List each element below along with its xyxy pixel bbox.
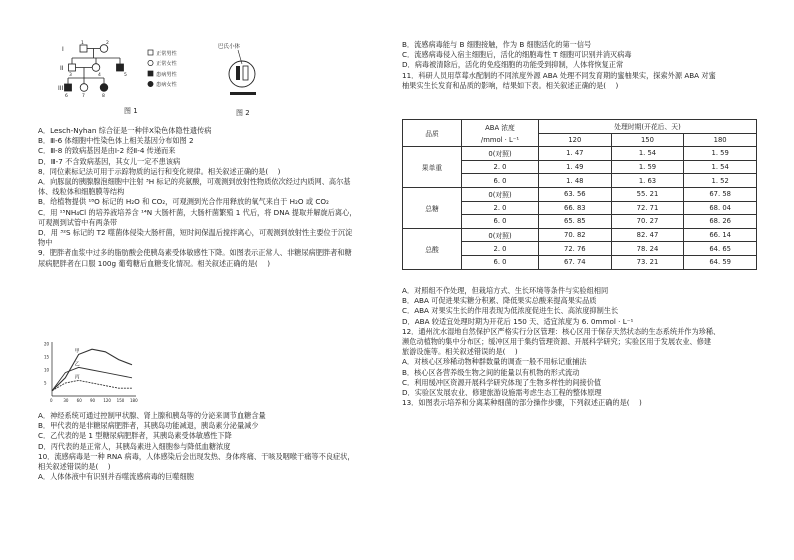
pedigree-num: 3	[69, 73, 72, 78]
table-cell: 66. 83	[539, 201, 612, 215]
question-text-line: A．人体体液中有识别并吞噬流感病毒的巨噬细胞	[38, 472, 194, 482]
table-row	[403, 228, 757, 242]
y-tick-label: 10	[44, 367, 50, 373]
table-cell: 64. 65	[684, 242, 757, 256]
table-header-quality: 品质	[403, 120, 462, 147]
question-text-line: D．丙代表的是正常人，其胰岛素进入细胞参与降低血糖浓度	[38, 441, 231, 451]
question-text-line: A．对照组不作处理，但栽培方式、生长环境等条件与实验组相同	[402, 286, 609, 295]
table-cell: 1. 54	[684, 160, 757, 174]
question-text-line: A．向豚鼠的胰腺腺泡细胞中注射 ³H 标记的亮氨酸，可观测到放射性物质依次经过内质网、高尔基	[38, 177, 351, 187]
question-text-line: D．用 ³²S 标记的 T2 噬菌体侵染大肠杆菌，短时间保温后搅拌离心，可观测到放射性主要位于沉淀	[38, 228, 353, 238]
table-body	[403, 147, 757, 269]
question-text-line: B．给植物提供 ¹⁸O 标记的 H₂O 和 CO₂，可观测到光合作用释放的氧气来自于 H₂O 或 CO₂	[38, 197, 329, 207]
question-text-line: D．ABA 较适宜处理时期为开花后 150 天、适宜浓度为 6. 0mmol · L⁻¹	[402, 316, 634, 326]
table-cell: 72. 71	[611, 201, 684, 215]
aba-table-wrap	[402, 117, 757, 272]
question-text-line: 物中	[38, 238, 53, 248]
table-cell: 1. 59	[684, 147, 757, 161]
table-cell: 1. 54	[611, 147, 684, 161]
table-concentration: 2. 0	[462, 160, 539, 174]
pedigree-num: 7	[82, 94, 85, 99]
x-tick-label: 150	[116, 398, 125, 403]
x-tick-label: 90	[90, 398, 96, 403]
x-tick-label: 180	[130, 398, 138, 403]
question-text-line: A．Lesch-Nyhan 综合征是一种伴X染色体隐性遗传病	[38, 126, 212, 135]
pedigree-num: 8	[102, 94, 105, 99]
question-text-line: C．ABA 对果实生长的作用表现为低浓度促进生长、高浓度抑制生长	[402, 306, 619, 316]
table-cell: 68. 26	[684, 215, 757, 229]
aba-table	[402, 119, 757, 270]
table-cell: 1. 47	[539, 147, 612, 161]
question-text-line: 柚果实生长发育和品质的影响，结果如下表。相关叙述正确的是( )	[402, 80, 619, 90]
figure-2-caption: 图 2	[236, 109, 250, 117]
gen-label-2: II	[60, 65, 64, 72]
question-text-line: 相关叙述错误的是( )	[38, 462, 111, 472]
table-cell: 67. 58	[684, 187, 757, 201]
cell-diagram	[212, 48, 282, 108]
table-cell: 73. 21	[611, 255, 684, 269]
question-text-line: C．流感病毒侵入宿主细胞后，活化的细胞毒性 T 细胞可识别并消灭病毒	[402, 50, 632, 60]
glucose-chart	[40, 340, 140, 408]
x-tick-label: 120	[103, 398, 111, 403]
series-line-2	[52, 380, 132, 390]
table-cell: 1. 49	[539, 160, 612, 174]
table-cell: 66. 14	[684, 228, 757, 242]
question-text-line: 10．流感病毒是一种 RNA 病毒，人体感染后会出现发热、身体疼痛、干咳及咽喉干痛等不良症状，	[38, 451, 355, 461]
question-text-line: B．流感病毒能与 B 细胞接触，作为 B 细胞活化的第一信号	[402, 40, 592, 49]
right-column-upper	[402, 40, 764, 91]
table-header-unit: /mmol · L⁻¹	[462, 133, 539, 147]
question-text-line: 12．通州沈水湿地自然保护区严格实行分区管理：核心区用于保存天然状态的生态系统并作为珍稀、	[402, 326, 721, 336]
x-tick-label: 60	[76, 398, 82, 403]
table-cell: 78. 24	[611, 242, 684, 256]
table-group-name: 总糖	[403, 187, 462, 228]
table-concentration: 6. 0	[462, 174, 539, 188]
table-cell: 72. 76	[539, 242, 612, 256]
table-concentration: 6. 0	[462, 215, 539, 229]
legend-affected-female: 患病女性	[156, 82, 177, 88]
pedigree-num: 6	[65, 94, 68, 99]
left-column-upper	[38, 126, 396, 269]
table-concentration: 2. 0	[462, 201, 539, 215]
figure-2-cell	[212, 42, 282, 118]
table-concentration: 0(对照)	[462, 147, 539, 161]
question-text-line: 濒危动植物的集中分布区；缓冲区用于集约管理资源、开展科学研究；实验区用于发展农业、修建	[402, 337, 712, 347]
figure-1-pedigree	[60, 40, 210, 118]
question-text-line: 8．同位素标记法可用于示踪物质的运行和变化规律。相关叙述正确的是( )	[38, 166, 281, 176]
series-label: 丙	[74, 374, 80, 381]
table-day-150: 150	[611, 133, 684, 147]
question-text-line: C．Ⅲ-8 的致病基因是由Ⅰ-2 经Ⅱ-4 传递而来	[38, 146, 176, 156]
table-cell: 1. 59	[611, 160, 684, 174]
question-text-line: A．对核心区珍稀动物种群数量的调查一般不用标记重捕法	[402, 357, 587, 367]
table-cell: 65. 85	[539, 215, 612, 229]
gen-label-3: III	[58, 85, 64, 92]
x-tick-label: 0	[50, 398, 53, 403]
right-column-lower	[402, 286, 764, 408]
table-header-aba: ABA 浓度	[462, 120, 539, 134]
figure-1-caption: 图 1	[124, 107, 138, 115]
gen-label-1: I	[62, 46, 64, 53]
table-cell: 68. 04	[684, 201, 757, 215]
table-cell: 70. 27	[611, 215, 684, 229]
question-text-line: 9．肥胖者血浆中过多的脂肪酸会使胰岛素受体敏感性下降。如图表示正常人、非糖尿病肥胖者和糖	[38, 248, 352, 258]
table-concentration: 2. 0	[462, 242, 539, 256]
table-day-180: 180	[684, 133, 757, 147]
question-text-line: B．甲代表的是非糖尿病肥胖者，其胰岛功能减退，胰岛素分泌量减少	[38, 421, 259, 431]
table-cell: 67. 74	[539, 255, 612, 269]
table-row	[403, 187, 757, 201]
table-day-120: 120	[539, 133, 612, 147]
barr-body-label: 巴氏小体	[218, 44, 241, 50]
question-text-line: D．Ⅲ-7 不含致病基因，其女儿一定不患该病	[38, 156, 181, 166]
table-cell: 70. 82	[539, 228, 612, 242]
table-group-name: 果单重	[403, 147, 462, 188]
x-tick-label: 30	[63, 398, 69, 403]
table-concentration: 0(对照)	[462, 187, 539, 201]
table-concentration: 6. 0	[462, 255, 539, 269]
pedigree-num: 1	[81, 41, 84, 46]
question-text-line: 体、线粒体和细胞膜等结构	[38, 187, 125, 197]
series-label: 乙	[74, 361, 80, 368]
question-text-line: 13．如图表示培养和分离某种细菌的部分操作步骤，下列叙述正确的是( )	[402, 398, 642, 408]
question-text-line: B．核心区各营养级生物之间的能量以有机物的形式流动	[402, 367, 580, 377]
y-tick-label: 5	[44, 380, 47, 386]
pedigree-num: 4	[98, 73, 101, 78]
question-text-line: B．ABA 可促进果实糖分积累、降低果实总酸来提高果实品质	[402, 296, 597, 306]
legend-normal-female: 正常女性	[156, 61, 177, 67]
table-cell: 1. 48	[539, 174, 612, 188]
table-cell: 1. 63	[611, 174, 684, 188]
pedigree-num: 5	[124, 73, 127, 78]
table-cell: 63. 56	[539, 187, 612, 201]
table-row	[403, 147, 757, 161]
table-cell: 64. 59	[684, 255, 757, 269]
legend-normal-male: 正常男性	[156, 51, 177, 57]
y-tick-label: 20	[44, 341, 50, 347]
question-text-line: C．利用缓冲区资源开展科学研究体现了生物多样性的间接价值	[402, 377, 602, 387]
left-column-lower	[38, 411, 396, 482]
table-cell: 55. 21	[611, 187, 684, 201]
table-group-name: 总酸	[403, 228, 462, 269]
question-text-line: 尿病肥胖者在口服 100g 葡萄糖后血糖变化情况。相关叙述正确的是( )	[38, 258, 270, 268]
table-cell: 1. 52	[684, 174, 757, 188]
question-text-line: D．病毒被清除后，活化的免疫细胞的功能受到抑制，人体将恢复正常	[402, 60, 624, 70]
pedigree-diagram	[60, 40, 210, 110]
question-text-line: 旅游设施等。相关叙述错误的是( )	[402, 347, 518, 357]
table-cell: 82. 47	[611, 228, 684, 242]
legend-affected-male: 患病男性	[156, 72, 177, 78]
glucose-chart-svg	[40, 340, 140, 408]
question-text-line: 可观测到试管中有两条带	[38, 217, 118, 227]
question-text-line: C．用 ¹⁵NH₄Cl 的培养液培养含 ¹⁴N 大肠杆菌，大肠杆菌繁殖 1 代后，将 DNA 提取并解旋后离心，	[38, 207, 357, 217]
table-header-period: 处理时期(开花后、天)	[539, 120, 757, 134]
question-text-line: D．实验区发展农业、修建旅游设施需考虑生态工程的整体原理	[402, 388, 602, 398]
question-text-line: B．Ⅲ-6 体细胞中性染色体上相关基因分布如图 2	[38, 136, 194, 146]
series-label: 甲	[74, 348, 80, 355]
y-tick-label: 15	[44, 354, 50, 360]
table-concentration: 0(对照)	[462, 228, 539, 242]
pedigree-num: 2	[106, 41, 109, 46]
question-text-line: A．神经系统可通过控制甲状腺、肾上腺和胰岛等的分泌来调节血糖含量	[38, 411, 266, 420]
question-text-line: C．乙代表的是 1 型糖尿病肥胖者，其胰岛素受体敏感性下降	[38, 431, 232, 441]
question-text-line: 11．科研人员用草莓水配制的不同浓度外源 ABA 处理不同发育期的蜜柚果实，探索外源 ABA 对蜜	[402, 70, 716, 80]
